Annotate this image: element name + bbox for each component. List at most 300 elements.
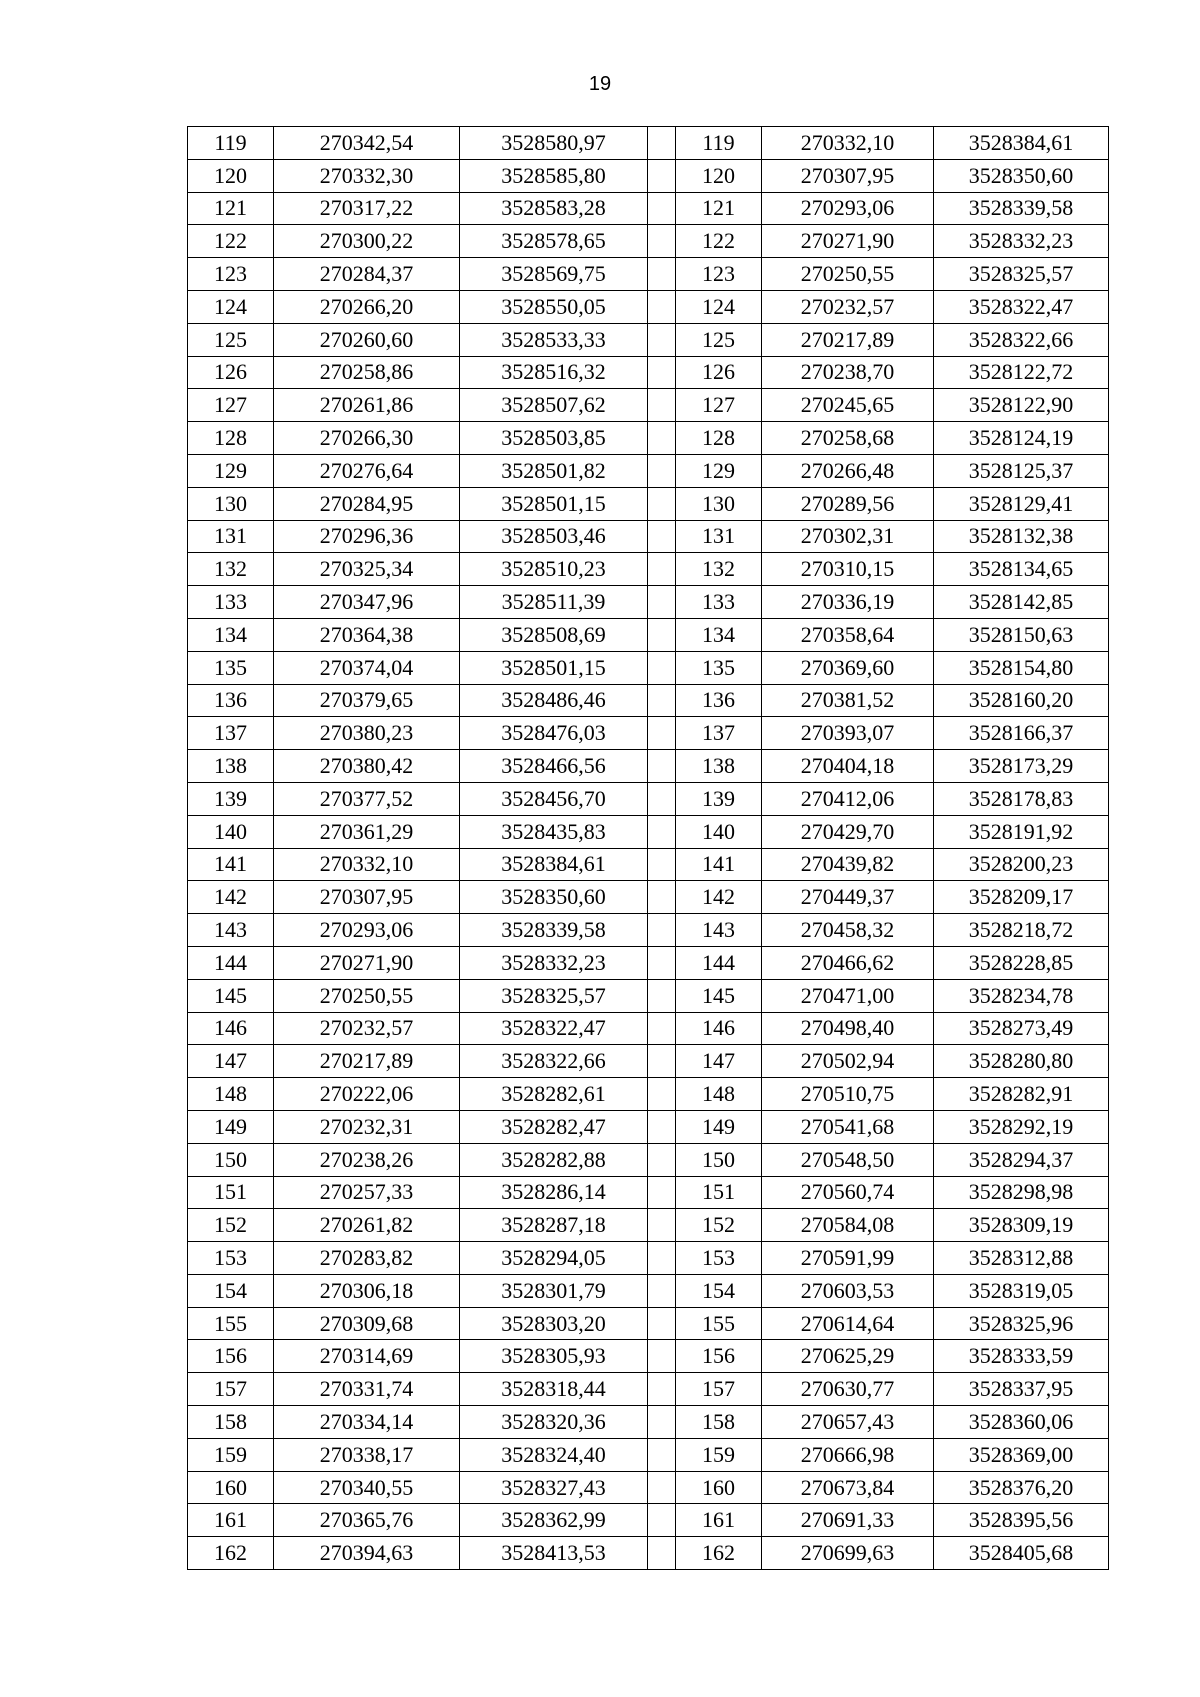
left-x-coordinate-cell: 270325,34 xyxy=(274,553,460,586)
left-y-coordinate-cell: 3528501,15 xyxy=(460,487,648,520)
right-x-coordinate-cell: 270232,57 xyxy=(762,290,934,323)
table-row xyxy=(188,979,1109,1012)
left-point-number-cell: 123 xyxy=(188,258,274,291)
left-y-coordinate-cell: 3528435,83 xyxy=(460,815,648,848)
left-point-number-cell: 142 xyxy=(188,881,274,914)
right-x-coordinate-cell: 270302,31 xyxy=(762,520,934,553)
separator-cell xyxy=(648,356,676,389)
left-point-number-cell: 132 xyxy=(188,553,274,586)
left-point-number-cell: 149 xyxy=(188,1110,274,1143)
left-point-number-cell: 152 xyxy=(188,1209,274,1242)
table-row xyxy=(188,389,1109,422)
right-point-number-cell: 127 xyxy=(676,389,762,422)
right-x-coordinate-cell: 270258,68 xyxy=(762,422,934,455)
left-y-coordinate-cell: 3528324,40 xyxy=(460,1438,648,1471)
left-point-number-cell: 159 xyxy=(188,1438,274,1471)
left-x-coordinate-cell: 270332,10 xyxy=(274,848,460,881)
left-y-coordinate-cell: 3528286,14 xyxy=(460,1176,648,1209)
left-x-coordinate-cell: 270365,76 xyxy=(274,1504,460,1537)
right-y-coordinate-cell: 3528319,05 xyxy=(934,1274,1109,1307)
left-point-number-cell: 144 xyxy=(188,946,274,979)
right-x-coordinate-cell: 270502,94 xyxy=(762,1045,934,1078)
right-y-coordinate-cell: 3528322,66 xyxy=(934,323,1109,356)
left-x-coordinate-cell: 270380,23 xyxy=(274,717,460,750)
right-y-coordinate-cell: 3528332,23 xyxy=(934,225,1109,258)
right-y-coordinate-cell: 3528405,68 xyxy=(934,1537,1109,1570)
left-x-coordinate-cell: 270377,52 xyxy=(274,782,460,815)
table-row xyxy=(188,1078,1109,1111)
table-row xyxy=(188,1274,1109,1307)
table-row xyxy=(188,422,1109,455)
separator-cell xyxy=(648,1307,676,1340)
left-point-number-cell: 128 xyxy=(188,422,274,455)
separator-cell xyxy=(648,1143,676,1176)
left-x-coordinate-cell: 270232,31 xyxy=(274,1110,460,1143)
table-row xyxy=(188,1143,1109,1176)
table-row xyxy=(188,1045,1109,1078)
right-y-coordinate-cell: 3528294,37 xyxy=(934,1143,1109,1176)
table-row xyxy=(188,618,1109,651)
right-x-coordinate-cell: 270699,63 xyxy=(762,1537,934,1570)
left-y-coordinate-cell: 3528533,33 xyxy=(460,323,648,356)
table-row xyxy=(188,1209,1109,1242)
left-point-number-cell: 124 xyxy=(188,290,274,323)
left-y-coordinate-cell: 3528413,53 xyxy=(460,1537,648,1570)
right-point-number-cell: 143 xyxy=(676,914,762,947)
left-x-coordinate-cell: 270309,68 xyxy=(274,1307,460,1340)
left-y-coordinate-cell: 3528322,66 xyxy=(460,1045,648,1078)
left-point-number-cell: 145 xyxy=(188,979,274,1012)
table-row xyxy=(188,192,1109,225)
right-y-coordinate-cell: 3528384,61 xyxy=(934,127,1109,160)
left-point-number-cell: 122 xyxy=(188,225,274,258)
right-x-coordinate-cell: 270404,18 xyxy=(762,750,934,783)
left-point-number-cell: 138 xyxy=(188,750,274,783)
right-y-coordinate-cell: 3528154,80 xyxy=(934,651,1109,684)
right-x-coordinate-cell: 270541,68 xyxy=(762,1110,934,1143)
right-y-coordinate-cell: 3528273,49 xyxy=(934,1012,1109,1045)
left-y-coordinate-cell: 3528339,58 xyxy=(460,914,648,947)
right-point-number-cell: 125 xyxy=(676,323,762,356)
coordinates-table xyxy=(187,126,1109,1570)
table-row xyxy=(188,1110,1109,1143)
left-x-coordinate-cell: 270361,29 xyxy=(274,815,460,848)
left-point-number-cell: 134 xyxy=(188,618,274,651)
left-y-coordinate-cell: 3528332,23 xyxy=(460,946,648,979)
right-x-coordinate-cell: 270238,70 xyxy=(762,356,934,389)
left-y-coordinate-cell: 3528294,05 xyxy=(460,1242,648,1275)
left-x-coordinate-cell: 270317,22 xyxy=(274,192,460,225)
right-point-number-cell: 148 xyxy=(676,1078,762,1111)
separator-cell xyxy=(648,422,676,455)
right-x-coordinate-cell: 270666,98 xyxy=(762,1438,934,1471)
right-point-number-cell: 129 xyxy=(676,454,762,487)
right-x-coordinate-cell: 270591,99 xyxy=(762,1242,934,1275)
left-x-coordinate-cell: 270296,36 xyxy=(274,520,460,553)
left-x-coordinate-cell: 270306,18 xyxy=(274,1274,460,1307)
left-point-number-cell: 135 xyxy=(188,651,274,684)
right-y-coordinate-cell: 3528150,63 xyxy=(934,618,1109,651)
right-point-number-cell: 153 xyxy=(676,1242,762,1275)
right-y-coordinate-cell: 3528309,19 xyxy=(934,1209,1109,1242)
separator-cell xyxy=(648,192,676,225)
table-row xyxy=(188,487,1109,520)
left-y-coordinate-cell: 3528362,99 xyxy=(460,1504,648,1537)
left-x-coordinate-cell: 270271,90 xyxy=(274,946,460,979)
left-y-coordinate-cell: 3528282,61 xyxy=(460,1078,648,1111)
table-row xyxy=(188,1504,1109,1537)
right-point-number-cell: 155 xyxy=(676,1307,762,1340)
right-x-coordinate-cell: 270691,33 xyxy=(762,1504,934,1537)
left-point-number-cell: 133 xyxy=(188,586,274,619)
left-x-coordinate-cell: 270261,86 xyxy=(274,389,460,422)
separator-cell xyxy=(648,1373,676,1406)
page-number: 19 xyxy=(588,73,612,95)
left-point-number-cell: 161 xyxy=(188,1504,274,1537)
left-x-coordinate-cell: 270250,55 xyxy=(274,979,460,1012)
right-y-coordinate-cell: 3528350,60 xyxy=(934,159,1109,192)
separator-cell xyxy=(648,290,676,323)
right-y-coordinate-cell: 3528122,72 xyxy=(934,356,1109,389)
left-point-number-cell: 157 xyxy=(188,1373,274,1406)
right-point-number-cell: 157 xyxy=(676,1373,762,1406)
right-y-coordinate-cell: 3528360,06 xyxy=(934,1406,1109,1439)
separator-cell xyxy=(648,1340,676,1373)
right-point-number-cell: 147 xyxy=(676,1045,762,1078)
right-x-coordinate-cell: 270381,52 xyxy=(762,684,934,717)
left-point-number-cell: 143 xyxy=(188,914,274,947)
right-x-coordinate-cell: 270217,89 xyxy=(762,323,934,356)
right-y-coordinate-cell: 3528369,00 xyxy=(934,1438,1109,1471)
right-y-coordinate-cell: 3528322,47 xyxy=(934,290,1109,323)
left-x-coordinate-cell: 270332,30 xyxy=(274,159,460,192)
right-point-number-cell: 122 xyxy=(676,225,762,258)
left-x-coordinate-cell: 270340,55 xyxy=(274,1471,460,1504)
right-y-coordinate-cell: 3528122,90 xyxy=(934,389,1109,422)
right-point-number-cell: 121 xyxy=(676,192,762,225)
table-row xyxy=(188,1406,1109,1439)
left-x-coordinate-cell: 270293,06 xyxy=(274,914,460,947)
table-row xyxy=(188,1307,1109,1340)
right-y-coordinate-cell: 3528234,78 xyxy=(934,979,1109,1012)
table-row xyxy=(188,586,1109,619)
left-x-coordinate-cell: 270284,37 xyxy=(274,258,460,291)
right-point-number-cell: 137 xyxy=(676,717,762,750)
table-row xyxy=(188,717,1109,750)
left-y-coordinate-cell: 3528282,47 xyxy=(460,1110,648,1143)
separator-cell xyxy=(648,1438,676,1471)
left-x-coordinate-cell: 270261,82 xyxy=(274,1209,460,1242)
left-point-number-cell: 119 xyxy=(188,127,274,160)
right-point-number-cell: 160 xyxy=(676,1471,762,1504)
separator-cell xyxy=(648,454,676,487)
left-x-coordinate-cell: 270314,69 xyxy=(274,1340,460,1373)
left-point-number-cell: 148 xyxy=(188,1078,274,1111)
left-x-coordinate-cell: 270283,82 xyxy=(274,1242,460,1275)
left-x-coordinate-cell: 270257,33 xyxy=(274,1176,460,1209)
right-x-coordinate-cell: 270603,53 xyxy=(762,1274,934,1307)
table-row xyxy=(188,1471,1109,1504)
left-y-coordinate-cell: 3528287,18 xyxy=(460,1209,648,1242)
table-row xyxy=(188,520,1109,553)
right-x-coordinate-cell: 270310,15 xyxy=(762,553,934,586)
right-y-coordinate-cell: 3528134,65 xyxy=(934,553,1109,586)
right-x-coordinate-cell: 270393,07 xyxy=(762,717,934,750)
right-x-coordinate-cell: 270471,00 xyxy=(762,979,934,1012)
right-x-coordinate-cell: 270293,06 xyxy=(762,192,934,225)
right-y-coordinate-cell: 3528333,59 xyxy=(934,1340,1109,1373)
separator-cell xyxy=(648,881,676,914)
left-y-coordinate-cell: 3528508,69 xyxy=(460,618,648,651)
left-y-coordinate-cell: 3528322,47 xyxy=(460,1012,648,1045)
left-point-number-cell: 130 xyxy=(188,487,274,520)
right-point-number-cell: 134 xyxy=(676,618,762,651)
right-y-coordinate-cell: 3528166,37 xyxy=(934,717,1109,750)
separator-cell xyxy=(648,225,676,258)
separator-cell xyxy=(648,1504,676,1537)
right-y-coordinate-cell: 3528218,72 xyxy=(934,914,1109,947)
right-x-coordinate-cell: 270466,62 xyxy=(762,946,934,979)
separator-cell xyxy=(648,1274,676,1307)
left-point-number-cell: 136 xyxy=(188,684,274,717)
table-row xyxy=(188,159,1109,192)
left-y-coordinate-cell: 3528501,15 xyxy=(460,651,648,684)
left-point-number-cell: 125 xyxy=(188,323,274,356)
right-point-number-cell: 132 xyxy=(676,553,762,586)
right-point-number-cell: 119 xyxy=(676,127,762,160)
table-row xyxy=(188,1373,1109,1406)
table-row xyxy=(188,881,1109,914)
separator-cell xyxy=(648,487,676,520)
left-point-number-cell: 129 xyxy=(188,454,274,487)
right-point-number-cell: 138 xyxy=(676,750,762,783)
separator-cell xyxy=(648,586,676,619)
right-x-coordinate-cell: 270449,37 xyxy=(762,881,934,914)
right-y-coordinate-cell: 3528325,57 xyxy=(934,258,1109,291)
table-row xyxy=(188,1438,1109,1471)
right-point-number-cell: 130 xyxy=(676,487,762,520)
right-point-number-cell: 159 xyxy=(676,1438,762,1471)
right-y-coordinate-cell: 3528395,56 xyxy=(934,1504,1109,1537)
right-x-coordinate-cell: 270369,60 xyxy=(762,651,934,684)
right-y-coordinate-cell: 3528298,98 xyxy=(934,1176,1109,1209)
right-y-coordinate-cell: 3528160,20 xyxy=(934,684,1109,717)
right-point-number-cell: 144 xyxy=(676,946,762,979)
right-y-coordinate-cell: 3528178,83 xyxy=(934,782,1109,815)
left-y-coordinate-cell: 3528510,23 xyxy=(460,553,648,586)
right-y-coordinate-cell: 3528129,41 xyxy=(934,487,1109,520)
right-x-coordinate-cell: 270498,40 xyxy=(762,1012,934,1045)
right-y-coordinate-cell: 3528282,91 xyxy=(934,1078,1109,1111)
left-y-coordinate-cell: 3528303,20 xyxy=(460,1307,648,1340)
right-point-number-cell: 136 xyxy=(676,684,762,717)
right-point-number-cell: 139 xyxy=(676,782,762,815)
left-x-coordinate-cell: 270334,14 xyxy=(274,1406,460,1439)
right-point-number-cell: 128 xyxy=(676,422,762,455)
separator-cell xyxy=(648,323,676,356)
left-y-coordinate-cell: 3528301,79 xyxy=(460,1274,648,1307)
right-x-coordinate-cell: 270307,95 xyxy=(762,159,934,192)
right-point-number-cell: 126 xyxy=(676,356,762,389)
left-point-number-cell: 131 xyxy=(188,520,274,553)
separator-cell xyxy=(648,1242,676,1275)
left-x-coordinate-cell: 270222,06 xyxy=(274,1078,460,1111)
right-x-coordinate-cell: 270332,10 xyxy=(762,127,934,160)
left-point-number-cell: 151 xyxy=(188,1176,274,1209)
table-row xyxy=(188,1340,1109,1373)
separator-cell xyxy=(648,258,676,291)
left-point-number-cell: 153 xyxy=(188,1242,274,1275)
left-y-coordinate-cell: 3528476,03 xyxy=(460,717,648,750)
left-y-coordinate-cell: 3528318,44 xyxy=(460,1373,648,1406)
right-point-number-cell: 141 xyxy=(676,848,762,881)
left-x-coordinate-cell: 270260,60 xyxy=(274,323,460,356)
left-x-coordinate-cell: 270266,20 xyxy=(274,290,460,323)
right-point-number-cell: 158 xyxy=(676,1406,762,1439)
right-point-number-cell: 142 xyxy=(676,881,762,914)
right-x-coordinate-cell: 270630,77 xyxy=(762,1373,934,1406)
table-row xyxy=(188,356,1109,389)
right-y-coordinate-cell: 3528280,80 xyxy=(934,1045,1109,1078)
left-x-coordinate-cell: 270232,57 xyxy=(274,1012,460,1045)
right-y-coordinate-cell: 3528209,17 xyxy=(934,881,1109,914)
separator-cell xyxy=(648,651,676,684)
left-point-number-cell: 155 xyxy=(188,1307,274,1340)
left-y-coordinate-cell: 3528550,05 xyxy=(460,290,648,323)
right-x-coordinate-cell: 270271,90 xyxy=(762,225,934,258)
table-row xyxy=(188,127,1109,160)
table-row xyxy=(188,914,1109,947)
right-point-number-cell: 120 xyxy=(676,159,762,192)
table-row xyxy=(188,684,1109,717)
right-y-coordinate-cell: 3528337,95 xyxy=(934,1373,1109,1406)
separator-cell xyxy=(648,1078,676,1111)
left-x-coordinate-cell: 270374,04 xyxy=(274,651,460,684)
left-y-coordinate-cell: 3528585,80 xyxy=(460,159,648,192)
left-point-number-cell: 141 xyxy=(188,848,274,881)
right-y-coordinate-cell: 3528376,20 xyxy=(934,1471,1109,1504)
right-y-coordinate-cell: 3528228,85 xyxy=(934,946,1109,979)
left-point-number-cell: 127 xyxy=(188,389,274,422)
right-y-coordinate-cell: 3528173,29 xyxy=(934,750,1109,783)
right-y-coordinate-cell: 3528132,38 xyxy=(934,520,1109,553)
separator-cell xyxy=(648,1110,676,1143)
left-x-coordinate-cell: 270258,86 xyxy=(274,356,460,389)
separator-cell xyxy=(648,1537,676,1570)
left-point-number-cell: 120 xyxy=(188,159,274,192)
left-point-number-cell: 150 xyxy=(188,1143,274,1176)
left-y-coordinate-cell: 3528486,46 xyxy=(460,684,648,717)
table-row xyxy=(188,848,1109,881)
right-point-number-cell: 124 xyxy=(676,290,762,323)
right-point-number-cell: 151 xyxy=(676,1176,762,1209)
right-y-coordinate-cell: 3528124,19 xyxy=(934,422,1109,455)
left-x-coordinate-cell: 270217,89 xyxy=(274,1045,460,1078)
separator-cell xyxy=(648,1471,676,1504)
left-y-coordinate-cell: 3528516,32 xyxy=(460,356,648,389)
right-point-number-cell: 150 xyxy=(676,1143,762,1176)
right-x-coordinate-cell: 270560,74 xyxy=(762,1176,934,1209)
left-x-coordinate-cell: 270238,26 xyxy=(274,1143,460,1176)
left-y-coordinate-cell: 3528503,85 xyxy=(460,422,648,455)
right-point-number-cell: 133 xyxy=(676,586,762,619)
right-x-coordinate-cell: 270548,50 xyxy=(762,1143,934,1176)
left-x-coordinate-cell: 270266,30 xyxy=(274,422,460,455)
left-y-coordinate-cell: 3528325,57 xyxy=(460,979,648,1012)
right-x-coordinate-cell: 270266,48 xyxy=(762,454,934,487)
table-row xyxy=(188,1176,1109,1209)
right-point-number-cell: 154 xyxy=(676,1274,762,1307)
left-y-coordinate-cell: 3528327,43 xyxy=(460,1471,648,1504)
left-y-coordinate-cell: 3528384,61 xyxy=(460,848,648,881)
right-x-coordinate-cell: 270625,29 xyxy=(762,1340,934,1373)
left-point-number-cell: 162 xyxy=(188,1537,274,1570)
left-point-number-cell: 146 xyxy=(188,1012,274,1045)
separator-cell xyxy=(648,389,676,422)
left-y-coordinate-cell: 3528511,39 xyxy=(460,586,648,619)
left-point-number-cell: 156 xyxy=(188,1340,274,1373)
left-x-coordinate-cell: 270276,64 xyxy=(274,454,460,487)
left-x-coordinate-cell: 270307,95 xyxy=(274,881,460,914)
separator-cell xyxy=(648,520,676,553)
table-row xyxy=(188,815,1109,848)
left-x-coordinate-cell: 270284,95 xyxy=(274,487,460,520)
table-row xyxy=(188,323,1109,356)
right-y-coordinate-cell: 3528142,85 xyxy=(934,586,1109,619)
left-point-number-cell: 137 xyxy=(188,717,274,750)
left-y-coordinate-cell: 3528456,70 xyxy=(460,782,648,815)
left-y-coordinate-cell: 3528350,60 xyxy=(460,881,648,914)
left-point-number-cell: 126 xyxy=(188,356,274,389)
left-y-coordinate-cell: 3528578,65 xyxy=(460,225,648,258)
right-x-coordinate-cell: 270584,08 xyxy=(762,1209,934,1242)
right-x-coordinate-cell: 270458,32 xyxy=(762,914,934,947)
table-row xyxy=(188,553,1109,586)
left-y-coordinate-cell: 3528569,75 xyxy=(460,258,648,291)
separator-cell xyxy=(648,1012,676,1045)
table-row xyxy=(188,1537,1109,1570)
right-x-coordinate-cell: 270429,70 xyxy=(762,815,934,848)
left-point-number-cell: 154 xyxy=(188,1274,274,1307)
left-x-coordinate-cell: 270347,96 xyxy=(274,586,460,619)
right-point-number-cell: 162 xyxy=(676,1537,762,1570)
table-row xyxy=(188,290,1109,323)
right-y-coordinate-cell: 3528325,96 xyxy=(934,1307,1109,1340)
right-y-coordinate-cell: 3528200,23 xyxy=(934,848,1109,881)
right-point-number-cell: 146 xyxy=(676,1012,762,1045)
right-x-coordinate-cell: 270614,64 xyxy=(762,1307,934,1340)
table-row xyxy=(188,750,1109,783)
right-point-number-cell: 145 xyxy=(676,979,762,1012)
left-x-coordinate-cell: 270338,17 xyxy=(274,1438,460,1471)
right-x-coordinate-cell: 270439,82 xyxy=(762,848,934,881)
table-row xyxy=(188,946,1109,979)
table-row xyxy=(188,651,1109,684)
right-y-coordinate-cell: 3528191,92 xyxy=(934,815,1109,848)
right-point-number-cell: 123 xyxy=(676,258,762,291)
right-x-coordinate-cell: 270289,56 xyxy=(762,487,934,520)
left-point-number-cell: 160 xyxy=(188,1471,274,1504)
left-x-coordinate-cell: 270300,22 xyxy=(274,225,460,258)
separator-cell xyxy=(648,1209,676,1242)
right-x-coordinate-cell: 270250,55 xyxy=(762,258,934,291)
separator-cell xyxy=(648,553,676,586)
separator-cell xyxy=(648,946,676,979)
separator-cell xyxy=(648,684,676,717)
left-y-coordinate-cell: 3528501,82 xyxy=(460,454,648,487)
left-y-coordinate-cell: 3528320,36 xyxy=(460,1406,648,1439)
separator-cell xyxy=(648,159,676,192)
